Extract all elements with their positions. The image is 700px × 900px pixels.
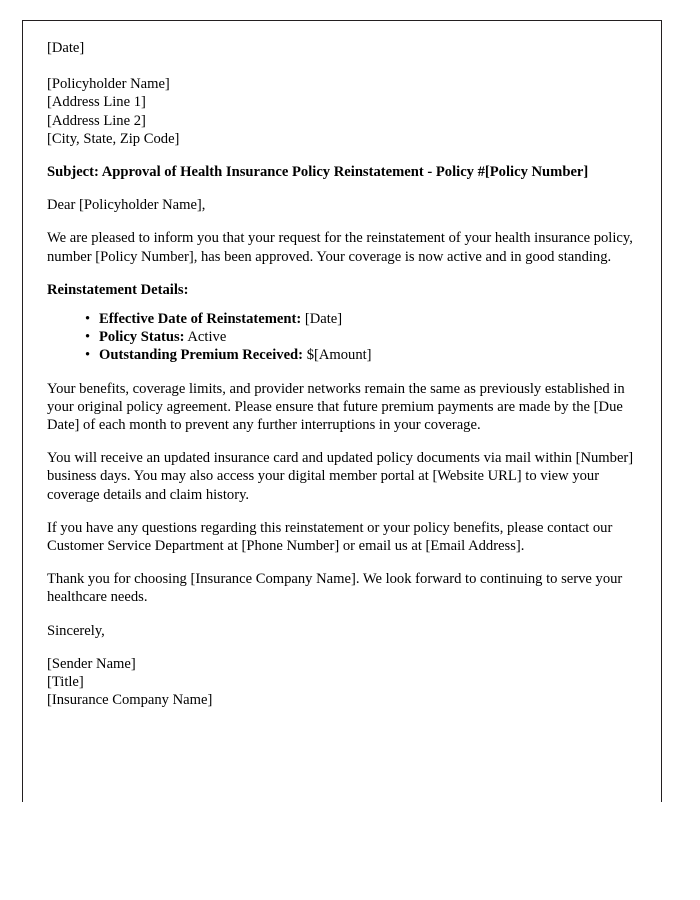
spacer xyxy=(47,299,635,310)
sender-company: [Insurance Company Name] xyxy=(47,692,213,709)
address-line: [City, State, Zip Code] xyxy=(47,130,180,147)
spacer xyxy=(47,214,635,229)
document-page xyxy=(22,20,662,802)
detail-value: Active xyxy=(187,329,227,346)
closing-line: Sincerely, xyxy=(47,622,105,639)
reinstatement-details-list xyxy=(47,310,635,365)
spacer xyxy=(47,365,635,380)
details-heading: Reinstatement Details: xyxy=(47,281,189,298)
document-content xyxy=(47,39,635,709)
spacer xyxy=(47,148,635,163)
body-paragraph-thanks: Thank you for choosing [Insurance Company Name]. We look forward to continuing to serve your healthcare needs. xyxy=(47,571,623,606)
body-paragraph-documents: You will receive an updated insurance card and updated policy documents via mail within [Number] business days. You may also access your digital member portal at [Website URL] to view your coverage details and claim history. xyxy=(47,450,634,503)
list-item xyxy=(87,346,635,364)
detail-label: Outstanding Premium Received: xyxy=(99,347,304,364)
detail-value: $[Amount] xyxy=(306,347,372,364)
body-paragraph-contact: If you have any questions regarding this reinstatement or your policy benefits, please contact our Customer Service Department at [Phone Number] or email us at [Email Address]. xyxy=(47,519,613,555)
spacer xyxy=(47,640,635,655)
spacer xyxy=(47,434,635,449)
salutation: Dear [Policyholder Name], xyxy=(47,197,206,214)
spacer xyxy=(47,607,635,622)
intro-paragraph: We are pleased to inform you that your request for the reinstatement of your health insurance policy, number [Policy Number], has been approved. Your coverage is now active and in good standing. xyxy=(47,230,633,265)
spacer xyxy=(47,181,635,196)
body-paragraph-benefits: Your benefits, coverage limits, and provider networks remain the same as previously established in your original policy agreement. Please ensure that future premium payments are made by the [Due Date] of each month to prevent any further interruptions in your coverage. xyxy=(47,380,625,434)
spacer xyxy=(47,57,635,75)
signature-block xyxy=(47,655,635,710)
spacer xyxy=(47,266,635,281)
detail-label: Policy Status: xyxy=(99,329,185,346)
detail-value: [Date] xyxy=(304,311,343,328)
detail-label: Effective Date of Reinstatement: xyxy=(99,311,302,328)
address-line: [Policyholder Name] xyxy=(47,76,170,93)
list-item xyxy=(87,310,635,328)
date-line: [Date] xyxy=(47,40,85,56)
subject-line: Subject: Approval of Health Insurance Policy Reinstatement - Policy #[Policy Number] xyxy=(47,164,589,181)
list-item xyxy=(87,328,635,346)
sender-title: [Title] xyxy=(47,674,84,691)
sender-name: [Sender Name] xyxy=(47,655,136,672)
spacer xyxy=(47,504,635,519)
address-line: [Address Line 1] xyxy=(47,94,146,111)
recipient-address-block xyxy=(47,75,635,148)
spacer xyxy=(47,555,635,570)
address-line: [Address Line 2] xyxy=(47,112,146,129)
